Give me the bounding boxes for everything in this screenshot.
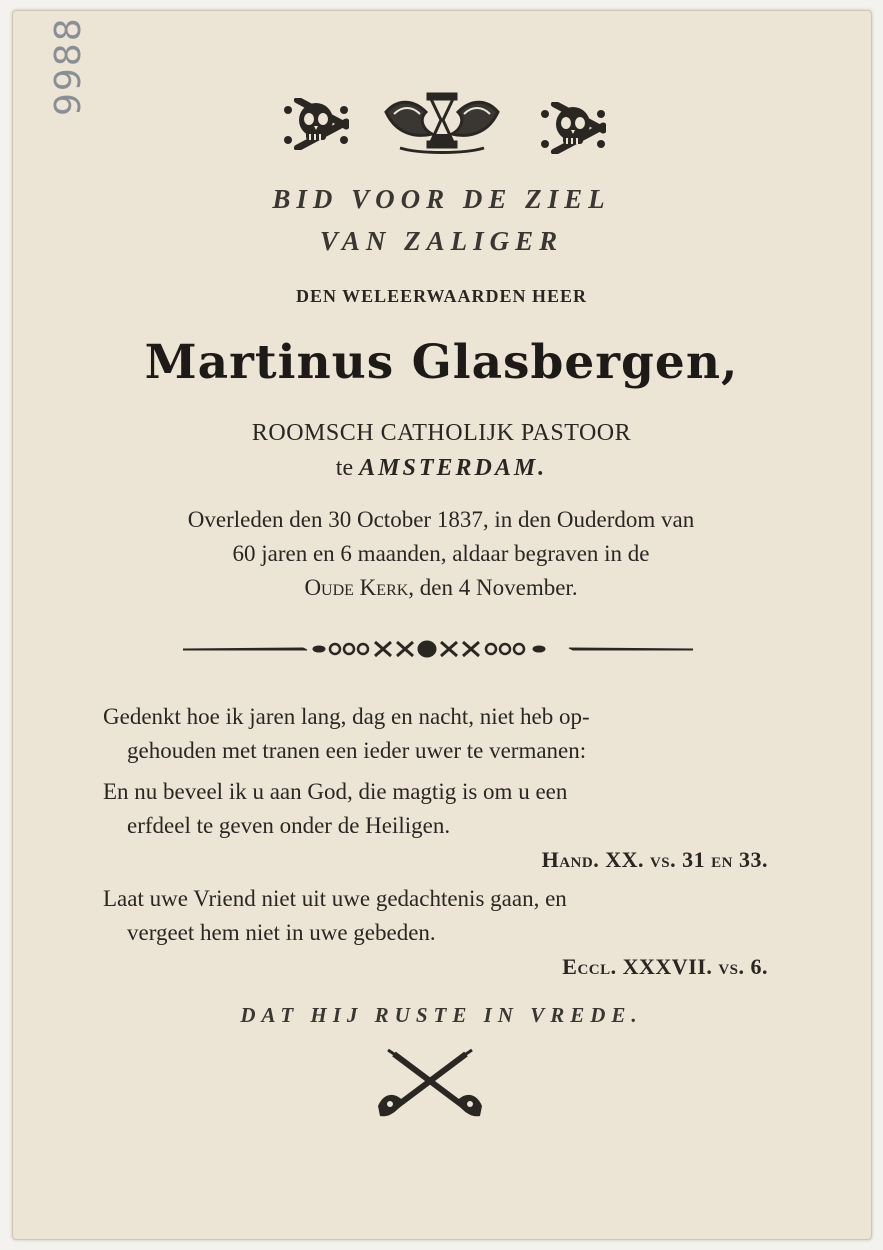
- verse-3-line-2: vergeet hem niet in uwe gebeden.: [127, 920, 436, 945]
- ornamental-divider: [183, 638, 693, 660]
- scripture-reference-2: Eccl. XXXVII. vs. 6.: [562, 954, 768, 979]
- verse-3-line-1: Laat uwe Vriend niet uit uwe gedachtenis gaan, en: [103, 886, 567, 911]
- deceased-name: Martinus Glasbergen,: [144, 335, 739, 390]
- handwritten-number: 9988: [48, 16, 89, 116]
- crossed-torches-icon: [374, 1048, 486, 1120]
- verse-1-line-2: gehouden met tranen een ieder uwer te vermanen:: [127, 738, 587, 763]
- verse-2-line-1: En nu beveel ik u aan God, die magtig is om u een: [103, 779, 568, 804]
- verse-1-line-1: Gedenkt hoe ik jaren lang, dag en nacht, niet heb op-: [103, 704, 590, 729]
- verse-3: [103, 882, 773, 950]
- verse-1: [103, 700, 773, 768]
- skull-crossbones-icon: [540, 102, 606, 154]
- death-notice: [96, 503, 786, 605]
- verse-2-line-2: erfdeel te geven onder de Heiligen.: [127, 813, 451, 838]
- death-notice-line-3: [96, 571, 786, 605]
- death-notice-line-2: 60 jaren en 6 maanden, aldaar begraven in de: [232, 541, 650, 566]
- place-prefix: te: [335, 455, 354, 481]
- honorific-line: DEN WELEERWAARDEN HEER: [295, 286, 588, 306]
- deceased-title: ROOMSCH CATHOLIJK PASTOOR: [251, 420, 632, 446]
- prayer-line-1: BID VOOR DE ZIEL: [272, 184, 611, 214]
- prayer-line-2: VAN ZALIGER: [319, 226, 564, 256]
- death-notice-line-1: Overleden den 30 October 1837, in den Ouderdom van: [187, 507, 695, 532]
- church-name: Oude Kerk: [304, 575, 409, 600]
- verse-2: [103, 775, 773, 843]
- closing-prayer: DAT HIJ RUSTE IN VREDE.: [240, 1003, 643, 1027]
- winged-hourglass-icon: [380, 90, 504, 156]
- place-name: AMSTERDAM.: [359, 455, 548, 481]
- scripture-reference-1: Hand. XX. vs. 31 en 33.: [541, 847, 768, 872]
- deceased-place: [0, 455, 883, 482]
- burial-date: , den 4 November.: [408, 575, 578, 600]
- skull-crossbones-icon: [283, 98, 349, 150]
